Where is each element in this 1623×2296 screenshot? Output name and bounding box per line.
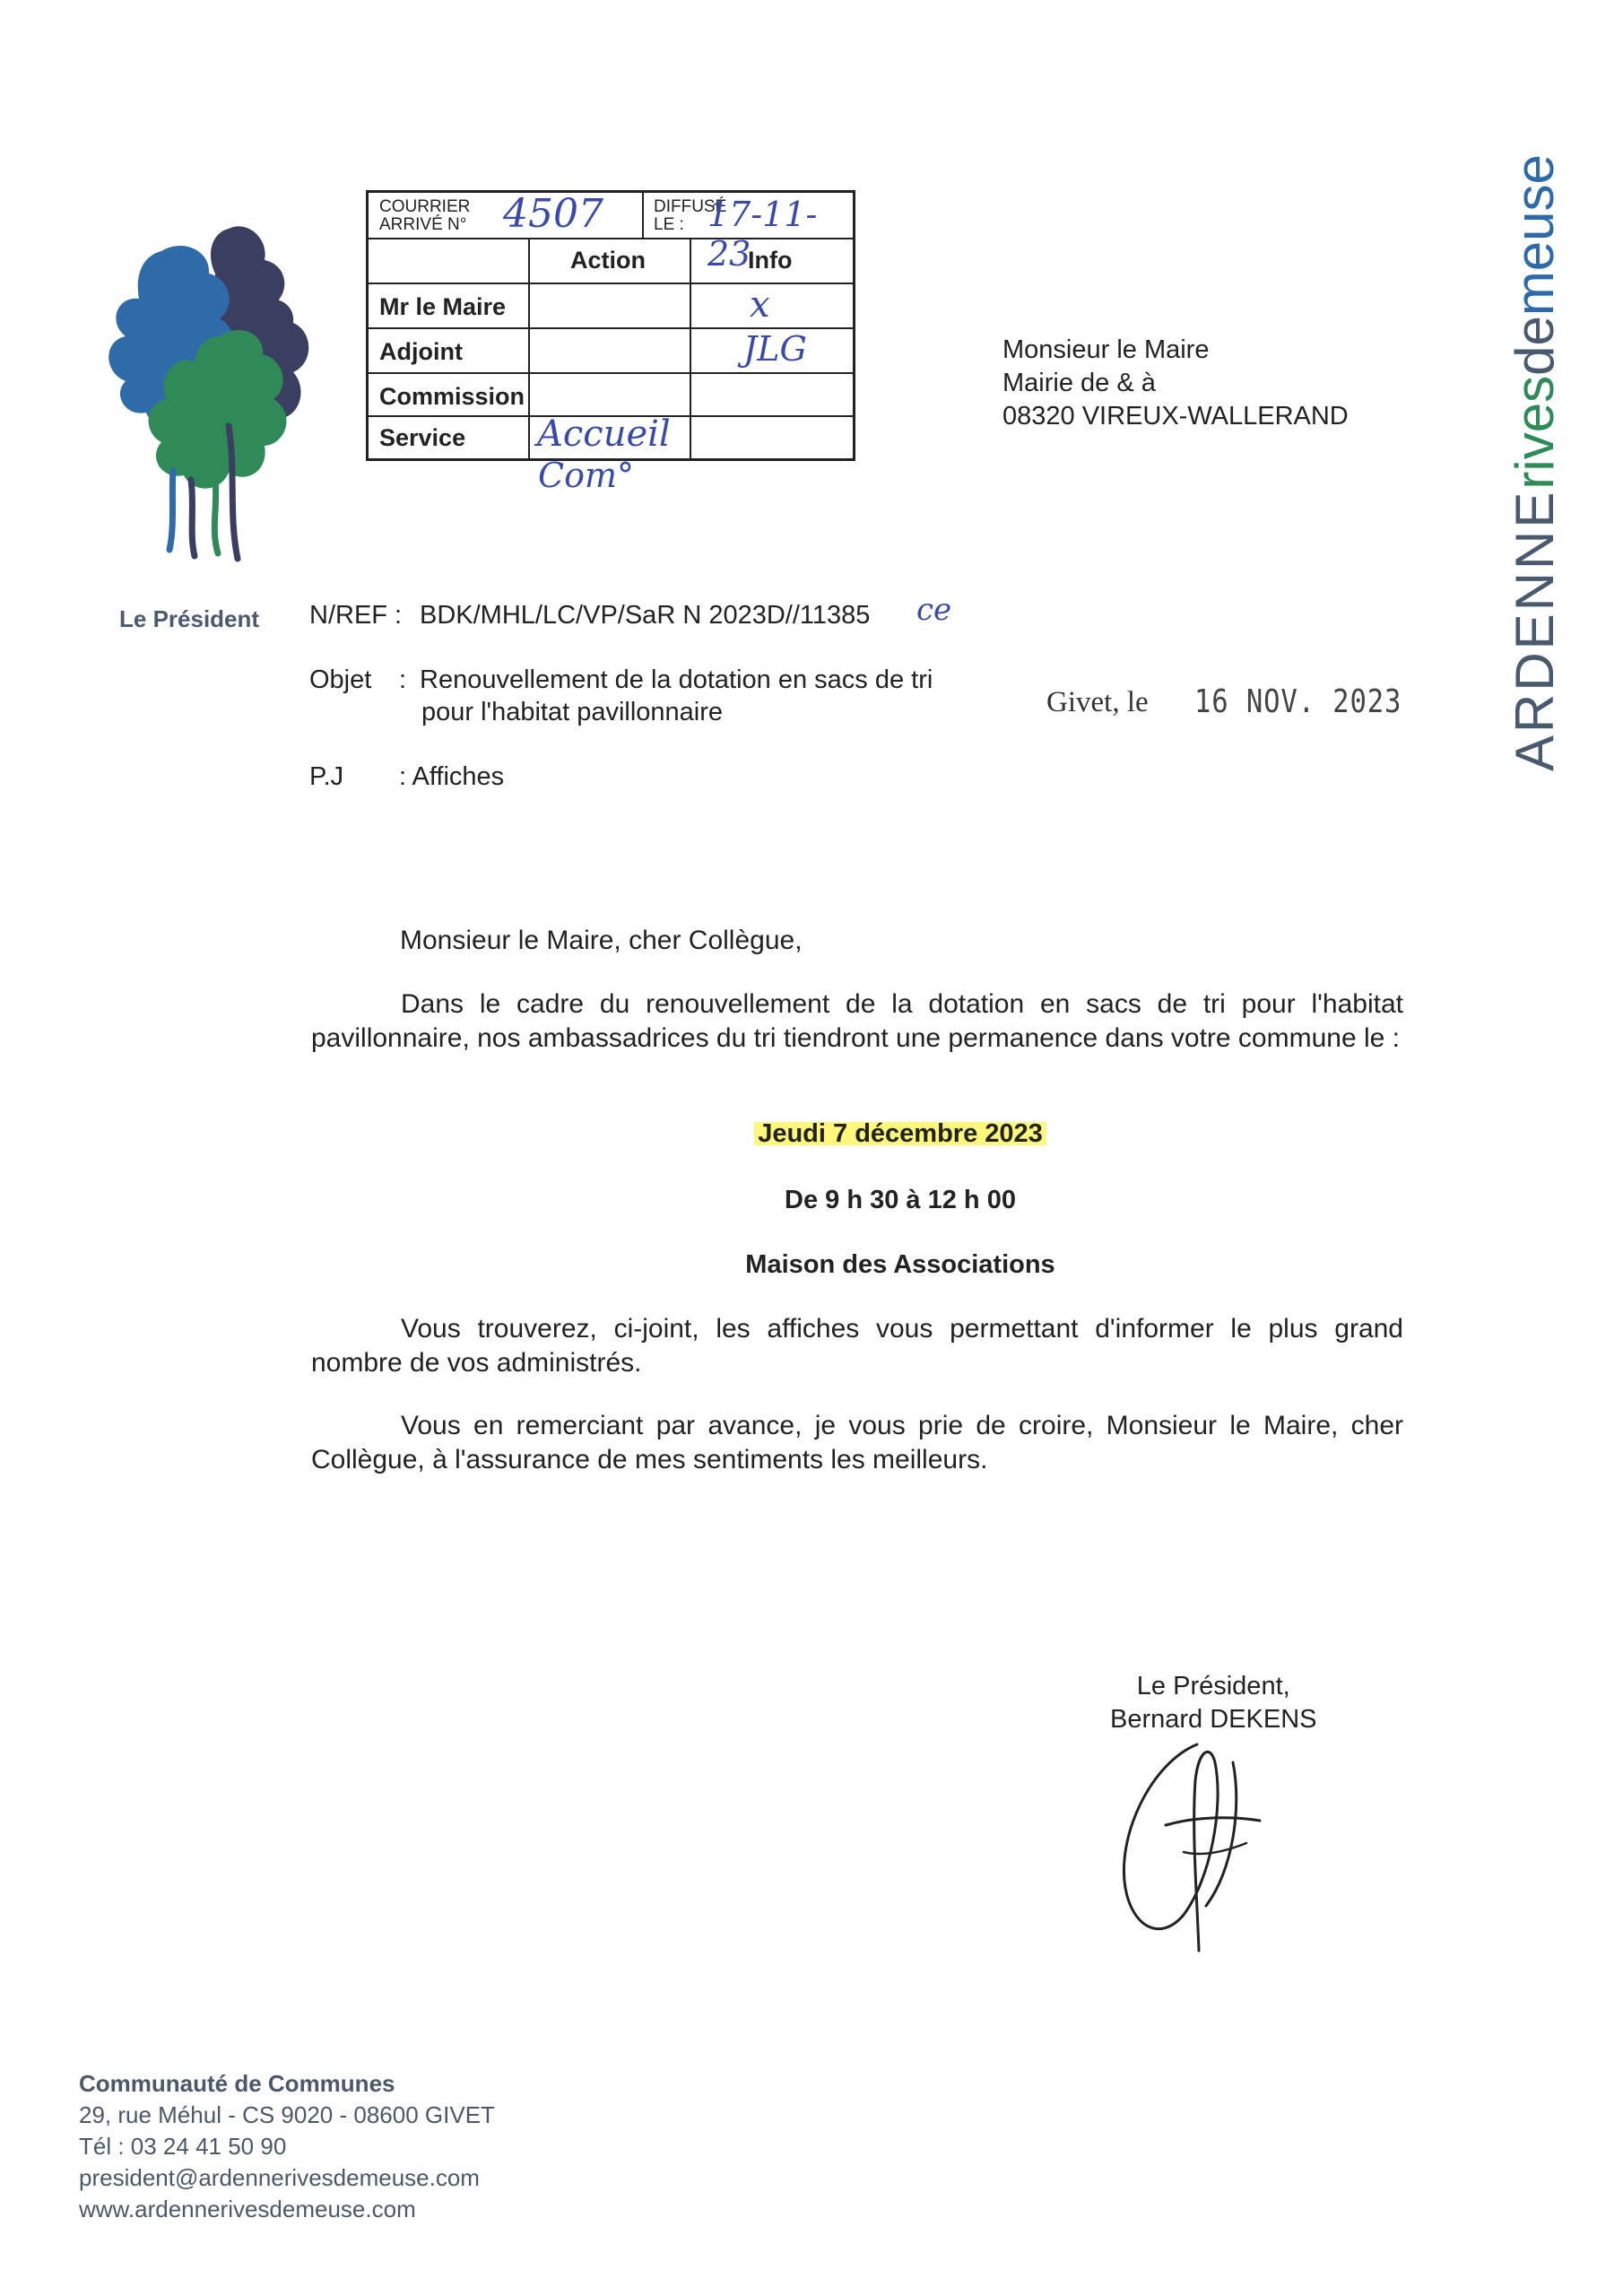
- stamp-row-service: [369, 413, 853, 460]
- event-time: De 9 h 30 à 12 h 00: [785, 1186, 1016, 1214]
- event-date: Jeudi 7 décembre 2023: [754, 1119, 1046, 1148]
- logo-trunk-blue: [169, 471, 173, 550]
- service-handwritten-note: Com°: [538, 456, 634, 495]
- signature-title: Le Président,: [1136, 1672, 1290, 1700]
- footer-phone: Tél : 03 24 41 50 90: [79, 2133, 287, 2160]
- col-info: Info: [748, 247, 793, 274]
- footer-address: 29, rue Méhul - CS 9020 - 08600 GIVET: [79, 2101, 495, 2128]
- brand-meuse: meuse: [1505, 154, 1565, 317]
- stamp-row-columns: [369, 239, 853, 284]
- objet-value: [420, 664, 933, 728]
- info-mark-adjoint: JLG: [743, 329, 807, 369]
- brand-de: de: [1505, 316, 1565, 376]
- body-paragraph-2: Vous trouverez, ci-joint, les affiches vous permettant d'informer le plus grand nombre de vos administrés.: [311, 1314, 1403, 1378]
- handwritten-signature: [1098, 1726, 1296, 1960]
- ref-label: N/REF :: [309, 601, 403, 630]
- footer-org: Communauté de Communes: [79, 2070, 395, 2097]
- logo-trunk-green: [214, 480, 218, 553]
- recipient-address: [1002, 334, 1349, 433]
- recipient-line-1: Monsieur le Maire: [1002, 335, 1210, 364]
- courrier-number: 4507: [503, 191, 603, 237]
- footer-email: president@ardennerivesdemeuse.com: [79, 2164, 480, 2191]
- event-date-line: [335, 1119, 1465, 1149]
- objet-line-2: pour l'habitat pavillonnaire: [421, 698, 724, 726]
- row-label-service: Service: [379, 424, 466, 451]
- recipient-line-2: Mairie de & à: [1002, 369, 1156, 397]
- row-label-maire: Mr le Maire: [379, 293, 507, 320]
- logo-trunk-navy: [191, 480, 195, 556]
- stamp-row-adjoint: [369, 329, 853, 374]
- body-paragraph-3: Vous en remerciant par avance, je vous prie de croire, Monsieur le Maire, cher Collègue, à l'assurance de mes sentiments les meilleurs.: [311, 1411, 1403, 1474]
- ref-value: BDK/MHL/LC/VP/SaR N 2023D//11385: [420, 601, 871, 630]
- objet-line-1: Renouvellement de la dotation en sacs de tri: [420, 665, 933, 694]
- diffuse-label-2: LE :: [654, 215, 684, 234]
- objet-colon: :: [399, 665, 407, 694]
- body-paragraph-1: Dans le cadre du renouvellement de la dotation en sacs de tri pour l'habitat pavillonnaire, nos ambassadrices du tri tiendront une permanence dans votre commune le :: [311, 989, 1403, 1053]
- col-action: Action: [570, 247, 646, 274]
- info-mark-maire: x: [750, 284, 770, 326]
- ref-initials: ce: [916, 592, 952, 628]
- row-label-adjoint: Adjoint: [379, 338, 463, 365]
- president-label: Le Président: [119, 605, 260, 632]
- signature-name: Bernard DEKENS: [1110, 1705, 1317, 1734]
- salutation: Monsieur le Maire, cher Collègue,: [400, 926, 803, 955]
- pj-value: : Affiches: [399, 762, 505, 791]
- diffuse-date: 17-11-23: [707, 195, 818, 274]
- brand-rives: rives: [1505, 375, 1565, 490]
- courrier-label-1: COURRIER: [379, 197, 471, 216]
- mail-received-stamp: [366, 190, 855, 461]
- svg-text:ARDENNErivesdemeuse: [1505, 154, 1565, 771]
- logo-trees: [94, 211, 318, 570]
- service-action-note: Accueil: [537, 413, 671, 455]
- diffuse-label-1: DIFFUSÉ: [654, 197, 727, 216]
- footer-website: www.ardennerivesdemeuse.com: [79, 2196, 416, 2222]
- date-stamp: 16 NOV. 2023: [1194, 683, 1402, 720]
- event-place: Maison des Associations: [745, 1250, 1055, 1279]
- row-label-commission: Commission: [379, 383, 525, 410]
- pj-label: P.J: [309, 762, 344, 791]
- footer-contact: [79, 2068, 495, 2225]
- brand-vertical-logo: [1471, 63, 1578, 780]
- stamp-row-maire: [369, 284, 853, 329]
- brand-ardenne: ARDENNE: [1505, 489, 1565, 771]
- stamp-row-commission: [369, 374, 853, 417]
- place-date-label: Givet, le: [1046, 686, 1149, 718]
- objet-label: Objet: [309, 665, 372, 694]
- recipient-line-3: 08320 VIREUX-WALLERAND: [1002, 402, 1349, 430]
- courrier-label-2: ARRIVÉ N°: [379, 215, 467, 234]
